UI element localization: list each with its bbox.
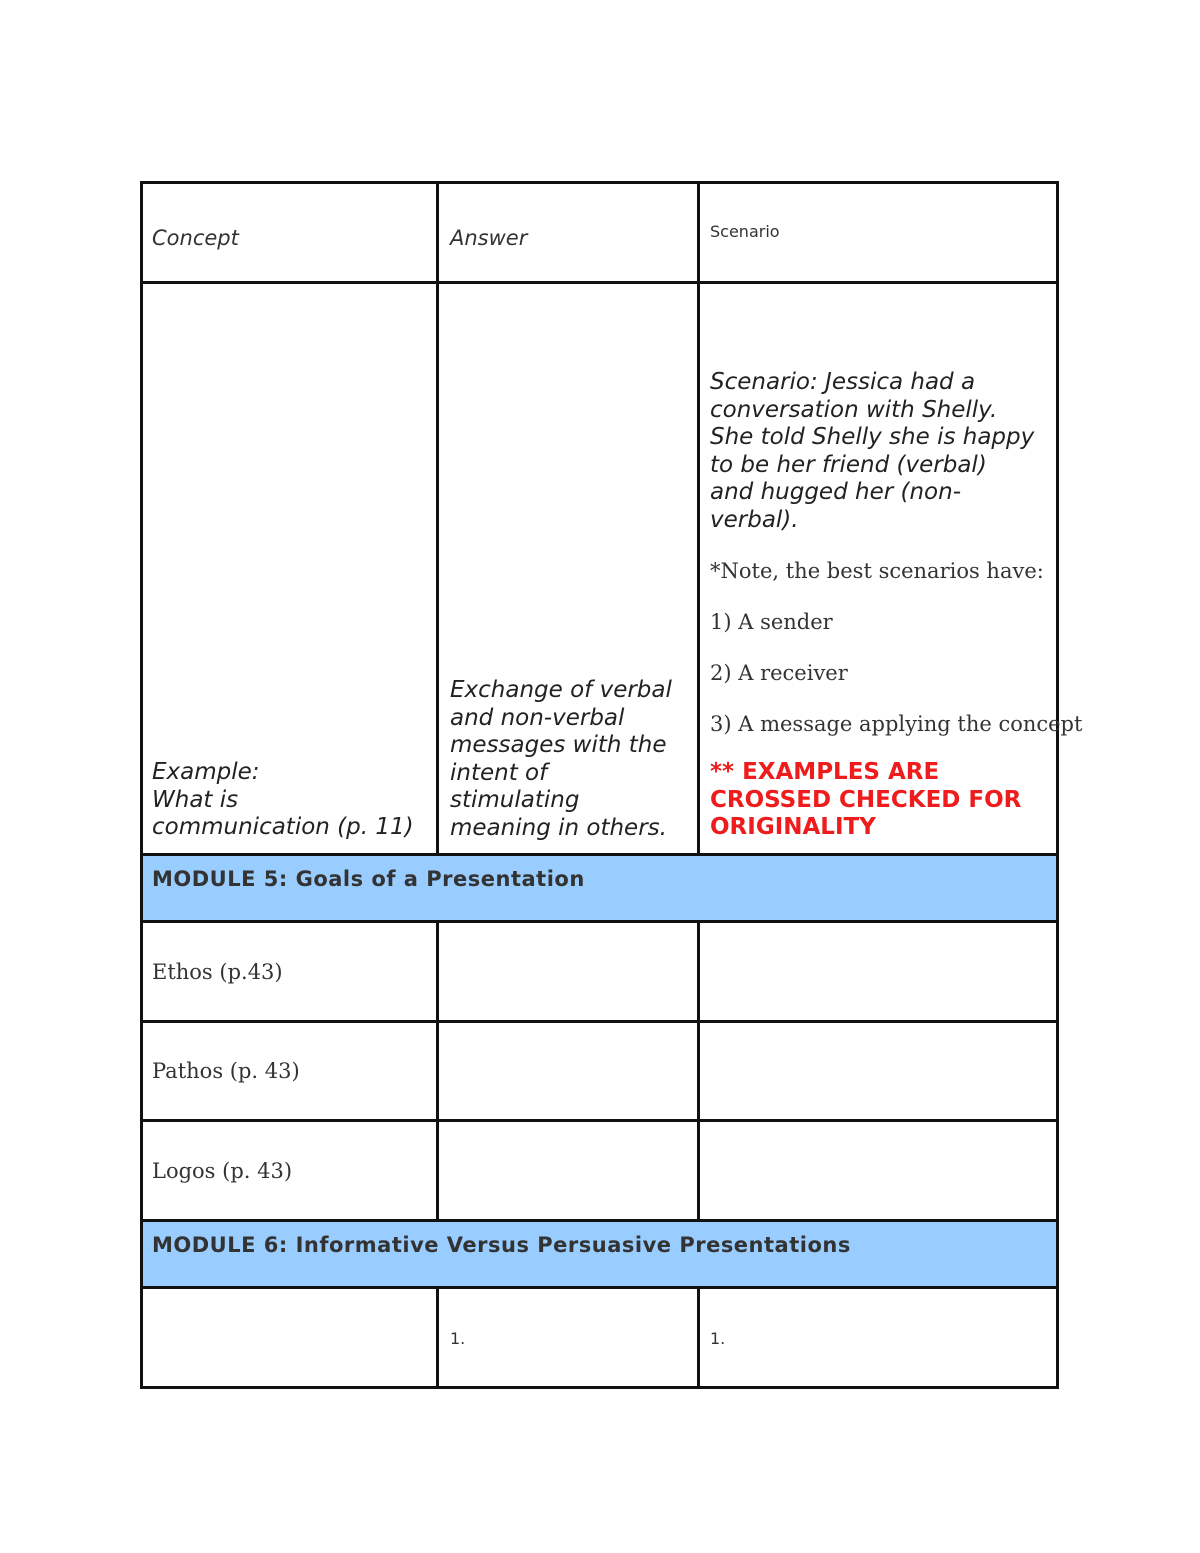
header-answer: Answer xyxy=(450,226,528,250)
module-6-title: MODULE 6: Informative Versus Persuasive Presentations xyxy=(152,1233,851,1257)
criteria-sender: 1) A sender xyxy=(710,610,833,634)
row-pathos: Pathos (p. 43) xyxy=(152,1059,300,1083)
row-divider xyxy=(140,853,1059,856)
example-concept xyxy=(152,759,434,842)
example-scenario-line: and hugged her (non- xyxy=(710,479,961,505)
warning-line: ORIGINALITY xyxy=(710,814,876,840)
row-divider xyxy=(140,1286,1059,1289)
example-scenario-line: verbal). xyxy=(710,506,799,533)
example-answer-line: intent of xyxy=(450,759,548,786)
example-scenario-line: to be her friend (verbal) xyxy=(710,451,987,478)
column-divider xyxy=(436,181,439,856)
example-concept-line: What is xyxy=(152,786,239,813)
header-scenario: Scenario xyxy=(710,222,780,241)
example-answer-line: stimulating xyxy=(450,787,580,813)
column-divider xyxy=(436,920,439,1222)
scenario-note: *Note, the best scenarios have: xyxy=(710,559,1044,583)
example-concept-line: communication (p. 11) xyxy=(152,814,414,840)
module-6-scenario-item: 1. xyxy=(710,1329,726,1348)
warning-line: ** EXAMPLES ARE xyxy=(710,759,940,785)
example-concept-line: Example: xyxy=(152,759,260,785)
example-answer-line: messages with the xyxy=(450,732,667,758)
row-divider xyxy=(140,1020,1059,1023)
module-6-answer-item: 1. xyxy=(450,1329,466,1348)
example-scenario-line: conversation with Shelly. xyxy=(710,396,998,423)
module-5-title: MODULE 5: Goals of a Presentation xyxy=(152,867,585,891)
table-border-right xyxy=(1056,181,1059,1389)
example-answer xyxy=(450,677,695,842)
example-answer-line: meaning in others. xyxy=(450,814,667,841)
warning-line: CROSSED CHECKED FOR xyxy=(710,786,1022,813)
example-answer-line: and non-verbal xyxy=(450,704,625,731)
originality-warning xyxy=(710,759,1054,842)
row-ethos: Ethos (p.43) xyxy=(152,960,283,984)
table-border-bottom xyxy=(140,1386,1059,1389)
row-divider xyxy=(140,920,1059,923)
criteria-message: 3) A message applying the concept xyxy=(710,712,1083,736)
column-divider xyxy=(697,1286,700,1389)
row-divider xyxy=(140,1119,1059,1122)
example-answer-line: Exchange of verbal xyxy=(450,677,672,703)
criteria-receiver: 2) A receiver xyxy=(710,661,848,685)
column-divider xyxy=(436,1286,439,1389)
table-border-top xyxy=(140,181,1059,184)
row-logos: Logos (p. 43) xyxy=(152,1159,293,1183)
example-scenario-line: She told Shelly she is happy xyxy=(710,424,1035,450)
row-divider xyxy=(140,1219,1059,1222)
table-border-left xyxy=(140,181,143,1389)
column-divider xyxy=(697,181,700,856)
example-scenario-line: Scenario: Jessica had a xyxy=(710,369,976,395)
row-divider xyxy=(140,281,1059,284)
column-divider xyxy=(697,920,700,1222)
example-scenario xyxy=(710,369,1054,534)
header-concept: Concept xyxy=(152,226,239,250)
